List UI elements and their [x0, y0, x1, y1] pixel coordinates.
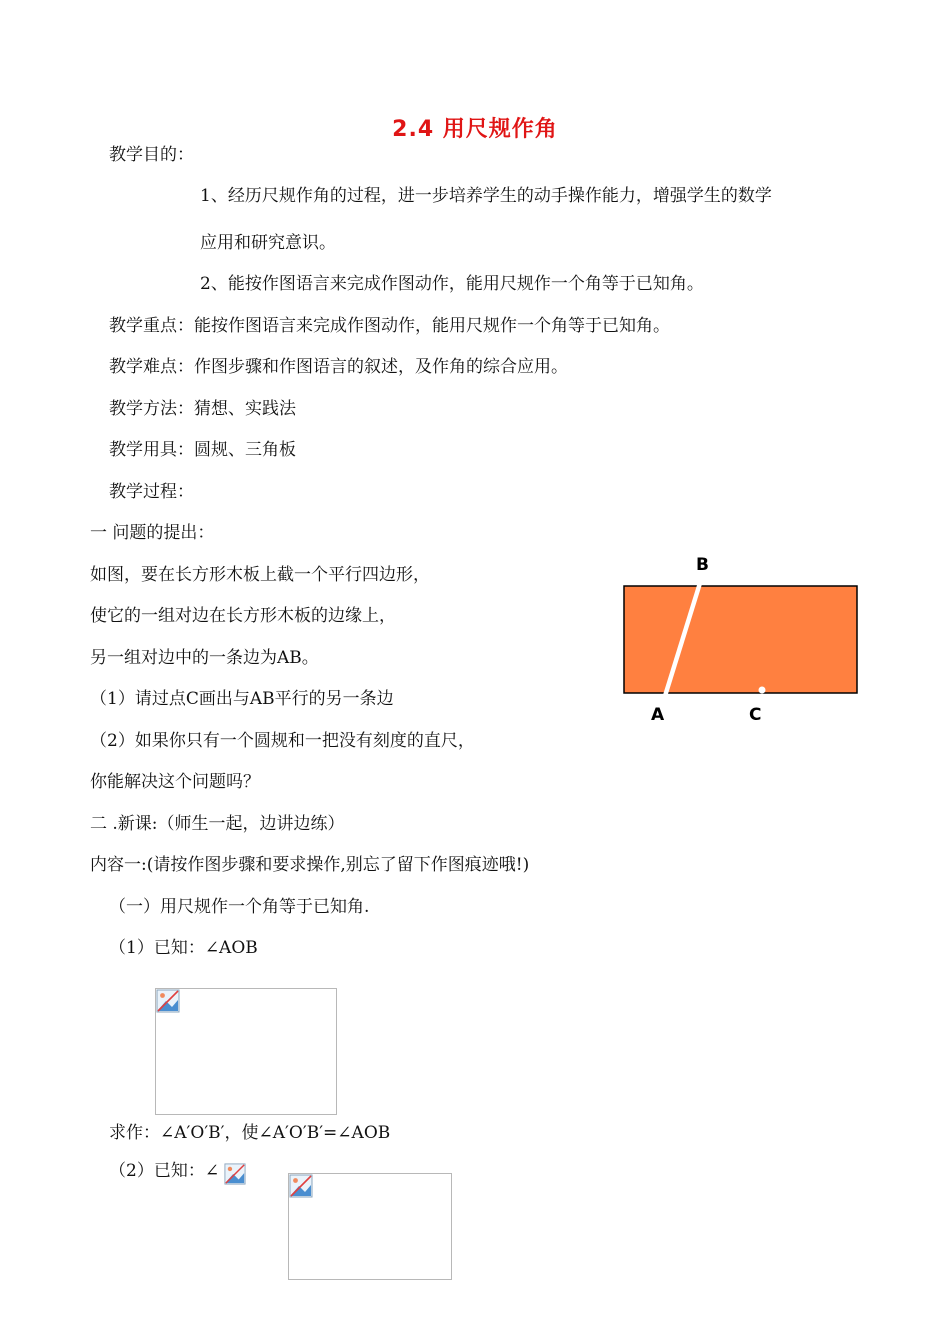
construct-instruction: 求作：∠A′O′B′，使∠A′O′B′=∠AOB: [109, 1123, 391, 1143]
content-1: 内容一:(请按作图步骤和要求操作,别忘了留下作图痕迹哦!): [90, 855, 530, 875]
problem-line-3: 另一组对边中的一条边为AB。: [90, 648, 319, 668]
objective-1-line-2: 应用和研究意识。: [200, 233, 336, 253]
problem-line-2: 使它的一组对边在长方形木板的边缘上，: [90, 606, 396, 626]
methods: 教学方法：猜想、实践法: [109, 399, 296, 419]
angle-aob-image: [155, 988, 337, 1115]
difficulties: 教学难点：作图步骤和作图语言的叙述，及作角的综合应用。: [109, 357, 568, 377]
label-c: C: [749, 705, 762, 725]
objective-2: 2、能按作图语言来完成作图动作，能用尺规作一个角等于已知角。: [200, 274, 704, 294]
angle-2-image: [288, 1173, 452, 1280]
board-figure: [610, 548, 870, 728]
question-1: （1）请过点C画出与AB平行的另一条边: [90, 689, 394, 709]
section-2-heading: 二 .新课:（师生一起，边讲边练）: [90, 814, 345, 834]
question-2-continued: 你能解决这个问题吗？: [90, 772, 260, 792]
question-2: （2）如果你只有一个圆规和一把没有刻度的直尺，: [90, 731, 475, 751]
sub-heading-1: （一）用尺规作一个角等于已知角.: [109, 897, 370, 917]
page-title: 2.4 用尺规作角: [392, 117, 558, 142]
objectives-heading: 教学目的：: [109, 145, 194, 165]
wooden-board: [624, 586, 857, 693]
label-b: B: [696, 555, 709, 575]
objective-1-line-1: 1、经历尺规作角的过程，进一步培养学生的动手操作能力，增强学生的数学: [200, 186, 772, 206]
process-heading: 教学过程：: [109, 482, 194, 502]
known-1: （1）已知：∠AOB: [109, 938, 258, 958]
broken-image-icon: [156, 989, 180, 1013]
broken-image-icon: [289, 1174, 313, 1198]
known-2: （2）已知：∠: [109, 1161, 220, 1181]
section-1-heading: 一 问题的提出：: [90, 523, 215, 543]
label-a: A: [651, 705, 665, 725]
point-c-marker: [759, 687, 766, 694]
problem-line-1: 如图，要在长方形木板上截一个平行四边形，: [90, 565, 430, 585]
tools: 教学用具：圆规、三角板: [109, 440, 296, 460]
broken-image-icon: [224, 1163, 246, 1185]
key-points: 教学重点：能按作图语言来完成作图动作，能用尺规作一个角等于已知角。: [109, 316, 670, 336]
